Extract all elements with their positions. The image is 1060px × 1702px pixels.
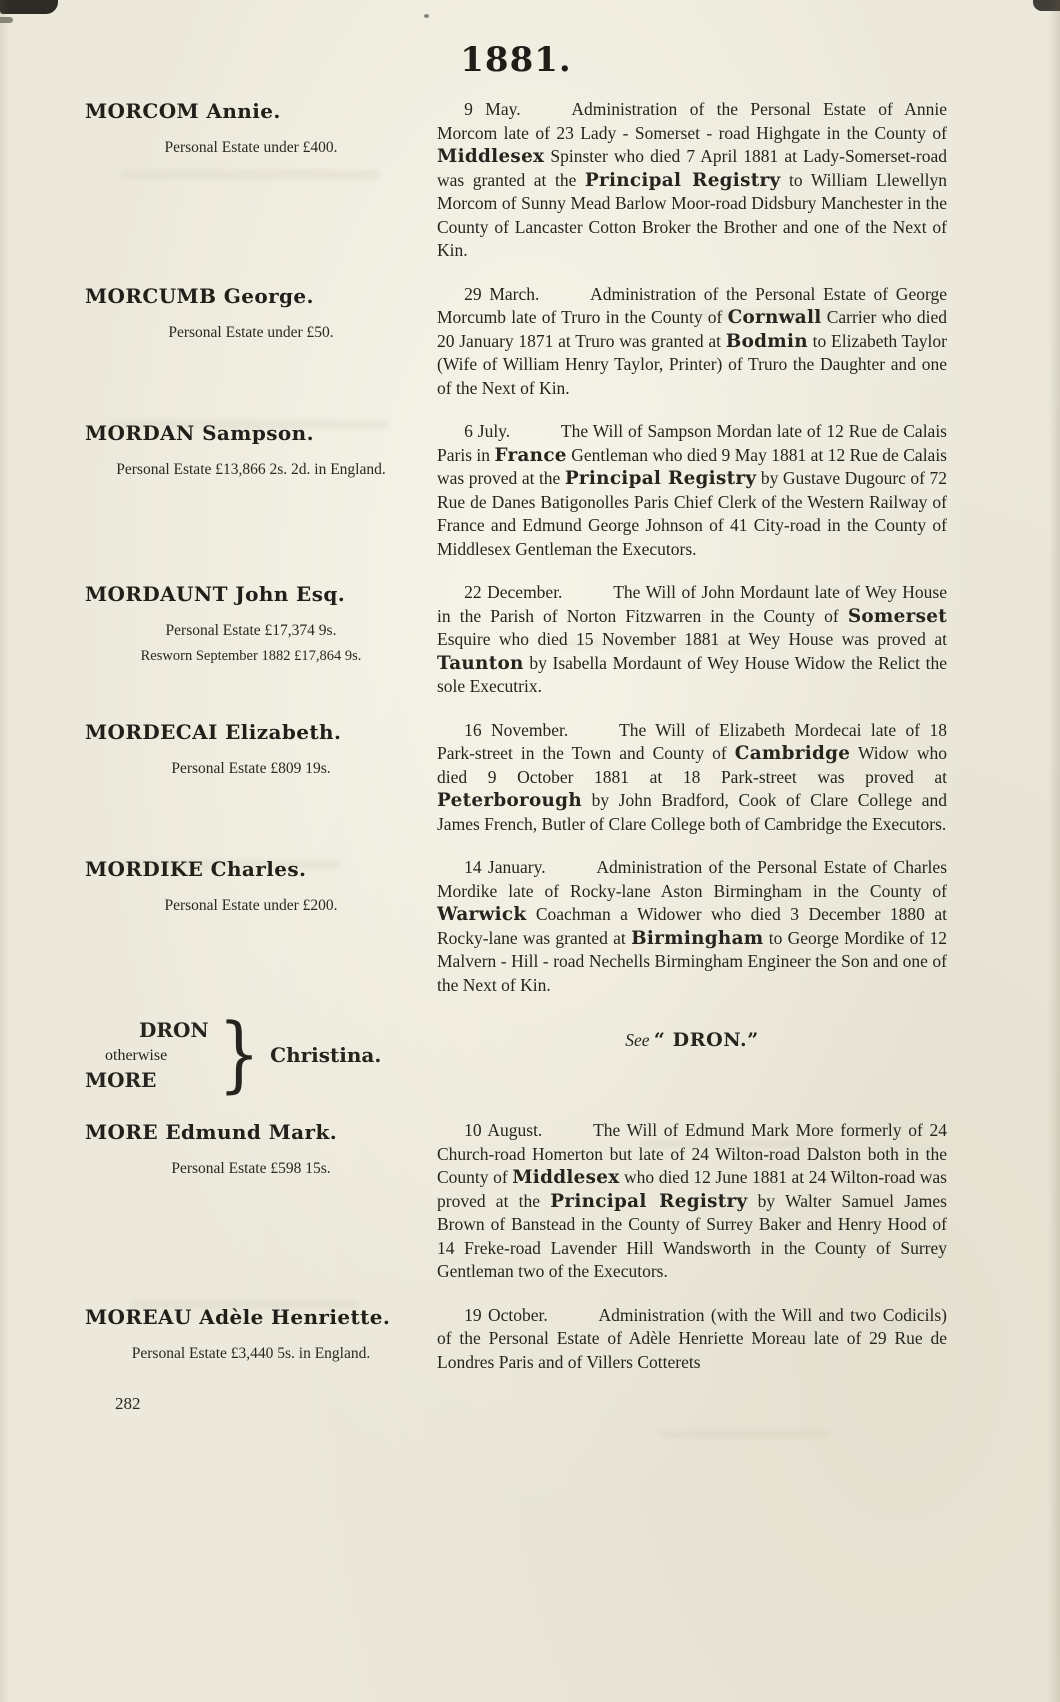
estate-line: Personal Estate under £200.: [164, 897, 338, 914]
estate-lines: [85, 758, 417, 779]
brace-line: otherwise: [105, 1046, 168, 1064]
entries-list: [85, 98, 947, 1374]
grant-date: 10 August.: [464, 1120, 543, 1140]
probate-entry: [85, 1119, 947, 1284]
estate-line: Personal Estate under £400.: [164, 139, 338, 156]
cross-reference-entry: [85, 1007, 947, 1102]
estate-lines: [85, 1343, 417, 1364]
estate-line: Personal Estate £809 19s.: [171, 759, 331, 777]
entry-right-column: [437, 1017, 947, 1093]
bleedthrough-mark: [660, 1430, 830, 1438]
entry-name: MORE Edmund Mark.: [85, 1120, 338, 1144]
estate-line: Personal Estate under £50.: [168, 323, 334, 341]
estate-lines: [85, 459, 417, 480]
brace-line: DRON: [139, 1017, 209, 1042]
entry-left-column: [85, 1007, 437, 1102]
name-brace-group: [85, 1007, 417, 1102]
entry-left-column: [85, 283, 437, 401]
entry-body: [437, 420, 947, 561]
entry-left-column: [85, 420, 437, 561]
page-number: 282: [115, 1394, 141, 1413]
entry-body: [437, 581, 947, 699]
entry-right-column: [437, 98, 947, 263]
entry-text: The Will of Edmund Mark More formerly of 24 Church-road Homerton but late of 24 Wilton-road Dalston both in the County of Middlesex who died 12 June 1881 at 24 Wilton-road was proved at the Principal Registry by Walter Samuel James Brown of Banstead in the County of Surrey Baker and Henry Hood of 14 Freke-road Lavender Hill Wandsworth in the County of Surrey Gentleman two of the Executors.: [437, 1120, 947, 1281]
probate-entry: [85, 1304, 947, 1375]
entry-name: MORDAUNT John Esq.: [85, 582, 346, 606]
entry-body: [437, 856, 947, 997]
entry-name: MORDAN Sampson.: [85, 421, 314, 445]
estate-lines: [85, 1158, 417, 1179]
entry-text: Administration of the Personal Estate of Annie Morcom late of 23 Lady - Somerset - road Highgate in the County of Middlesex Spinster who died 7 April 1881 at Lady-Somerset-road was granted at the Principal Registry to William Llewellyn Morcom of Sunny Mead Barlow Moor-road Didsbury Manchester in the County of Lancaster Cotton Broker the Brother and one of the Next of Kin.: [437, 99, 948, 260]
entry-left-column: [85, 1304, 437, 1375]
grant-date: 6 July.: [464, 421, 511, 441]
entry-right-column: [437, 1119, 947, 1284]
probate-entry: [85, 98, 947, 263]
see-reference-text: See “ DRON.”: [625, 1029, 759, 1051]
grant-date: 9 May.: [464, 99, 521, 119]
see-reference: [625, 1029, 759, 1051]
entry-given-name: Christina.: [270, 1043, 382, 1067]
entry-body: [437, 98, 947, 263]
estate-line: Personal Estate £598 15s.: [171, 1160, 331, 1177]
entry-body: [437, 719, 947, 837]
grant-date: 29 March.: [464, 283, 540, 304]
grant-date: 22 December.: [464, 582, 563, 602]
entry-right-column: [437, 1304, 947, 1375]
entry-left-column: [85, 719, 437, 837]
entry-body: [437, 1304, 947, 1375]
entry-right-column: [437, 856, 947, 997]
paper-stain: [1033, 0, 1060, 11]
entry-name: MORDIKE Charles.: [85, 857, 307, 881]
entry-left-column: [85, 581, 437, 699]
entry-name: MORCUMB George.: [85, 283, 314, 308]
estate-line: Personal Estate £17,374 9s.: [165, 622, 337, 639]
estate-line: Resworn September 1882 £17,864 9s.: [140, 648, 362, 664]
paper-speck: [424, 14, 429, 18]
entry-left-column: [85, 856, 437, 997]
entry-text: The Will of Sampson Mordan late of 12 Rue de Calais Paris in France Gentleman who died 9 May 1881 at 12 Rue de Calais was proved at the Principal Registry by Gustave Dugourc of 72 Rue de Danes Batigonolles Paris Chief Clerk of the Western Railway of France and Edmund George Johnson of 41 City-road in the County of Middlesex Gentleman the Executors.: [437, 421, 947, 559]
entry-right-column: [437, 719, 947, 837]
year-heading: 1881.: [460, 40, 572, 80]
entry-left-column: [85, 1119, 437, 1284]
estate-lines: [85, 322, 417, 343]
probate-entry: [85, 719, 947, 837]
entry-body: [437, 283, 947, 401]
estate-line: Personal Estate £3,440 5s. in England.: [131, 1344, 371, 1362]
entry-right-column: [437, 581, 947, 699]
entry-right-column: [437, 283, 947, 401]
estate-lines: [85, 137, 417, 158]
entry-body: [437, 1119, 947, 1284]
probate-entry: [85, 856, 947, 997]
estate-line: Personal Estate £13,866 2s. 2d. in England.: [116, 461, 386, 478]
entry-name: MORDECAI Elizabeth.: [85, 719, 342, 744]
entry-right-column: [437, 420, 947, 561]
grant-date: 19 October.: [464, 1304, 548, 1325]
entry-name: MORCOM Annie.: [85, 99, 281, 123]
entry-text: The Will of Elizabeth Mordecai late of 18 Park-street in the Town and County of Cambridge Widow who died 9 October 1881 at 18 Park-street was proved at Peterborough by John Bradford, Cook of Clare College and James French, Butler of Clare College both of Cambridge the Executors.: [437, 719, 947, 834]
page-content: [85, 40, 947, 1414]
probate-entry: [85, 581, 947, 699]
page-edge-shading: [1048, 0, 1060, 1702]
paper-stain: [0, 17, 13, 23]
paper-stain: [0, 0, 58, 14]
entry-text: The Will of John Mordaunt late of Wey House in the Parish of Norton Fitzwarren in the County of Somerset Esquire who died 15 November 1881 at Wey House was proved at Taunton by Isabella Mordaunt of Wey House Widow the Relict the sole Executrix.: [437, 582, 947, 696]
brace-icon: }: [218, 1007, 260, 1102]
probate-entry: [85, 283, 947, 401]
page-edge-shading: [0, 0, 10, 1702]
estate-lines: [85, 895, 417, 916]
entry-text: Administration of the Personal Estate of Charles Mordike late of Rocky-lane Aston Birmingham in the County of Warwick Coachman a Widower who died 3 December 1880 at Rocky-lane was granted at Birmingham to George Mordike of 12 Malvern - Hill - road Nechells Birmingham Engineer the Son and one of the Next of Kin.: [437, 857, 947, 995]
brace-name-stack: [85, 1018, 213, 1093]
grant-date: 14 January.: [464, 857, 546, 877]
entry-text: Administration (with the Will and two Codicils) of the Personal Estate of Adèle Henriette Moreau late of 29 Rue de Londres Paris and of Villers Cotterets: [437, 1304, 947, 1372]
entry-name: MOREAU Adèle Henriette.: [85, 1304, 391, 1329]
entry-text: Administration of the Personal Estate of George Morcumb late of Truro in the County of Cornwall Carrier who died 20 January 1871 at Truro was granted at Bodmin to Elizabeth Taylor (Wife of William Henry Taylor, Printer) of Truro the Daughter and one of the Next of Kin.: [437, 283, 947, 398]
grant-date: 16 November.: [464, 719, 569, 740]
estate-lines: [85, 620, 417, 667]
brace-line: MORE: [85, 1067, 157, 1092]
entry-left-column: [85, 98, 437, 263]
probate-entry: [85, 420, 947, 561]
